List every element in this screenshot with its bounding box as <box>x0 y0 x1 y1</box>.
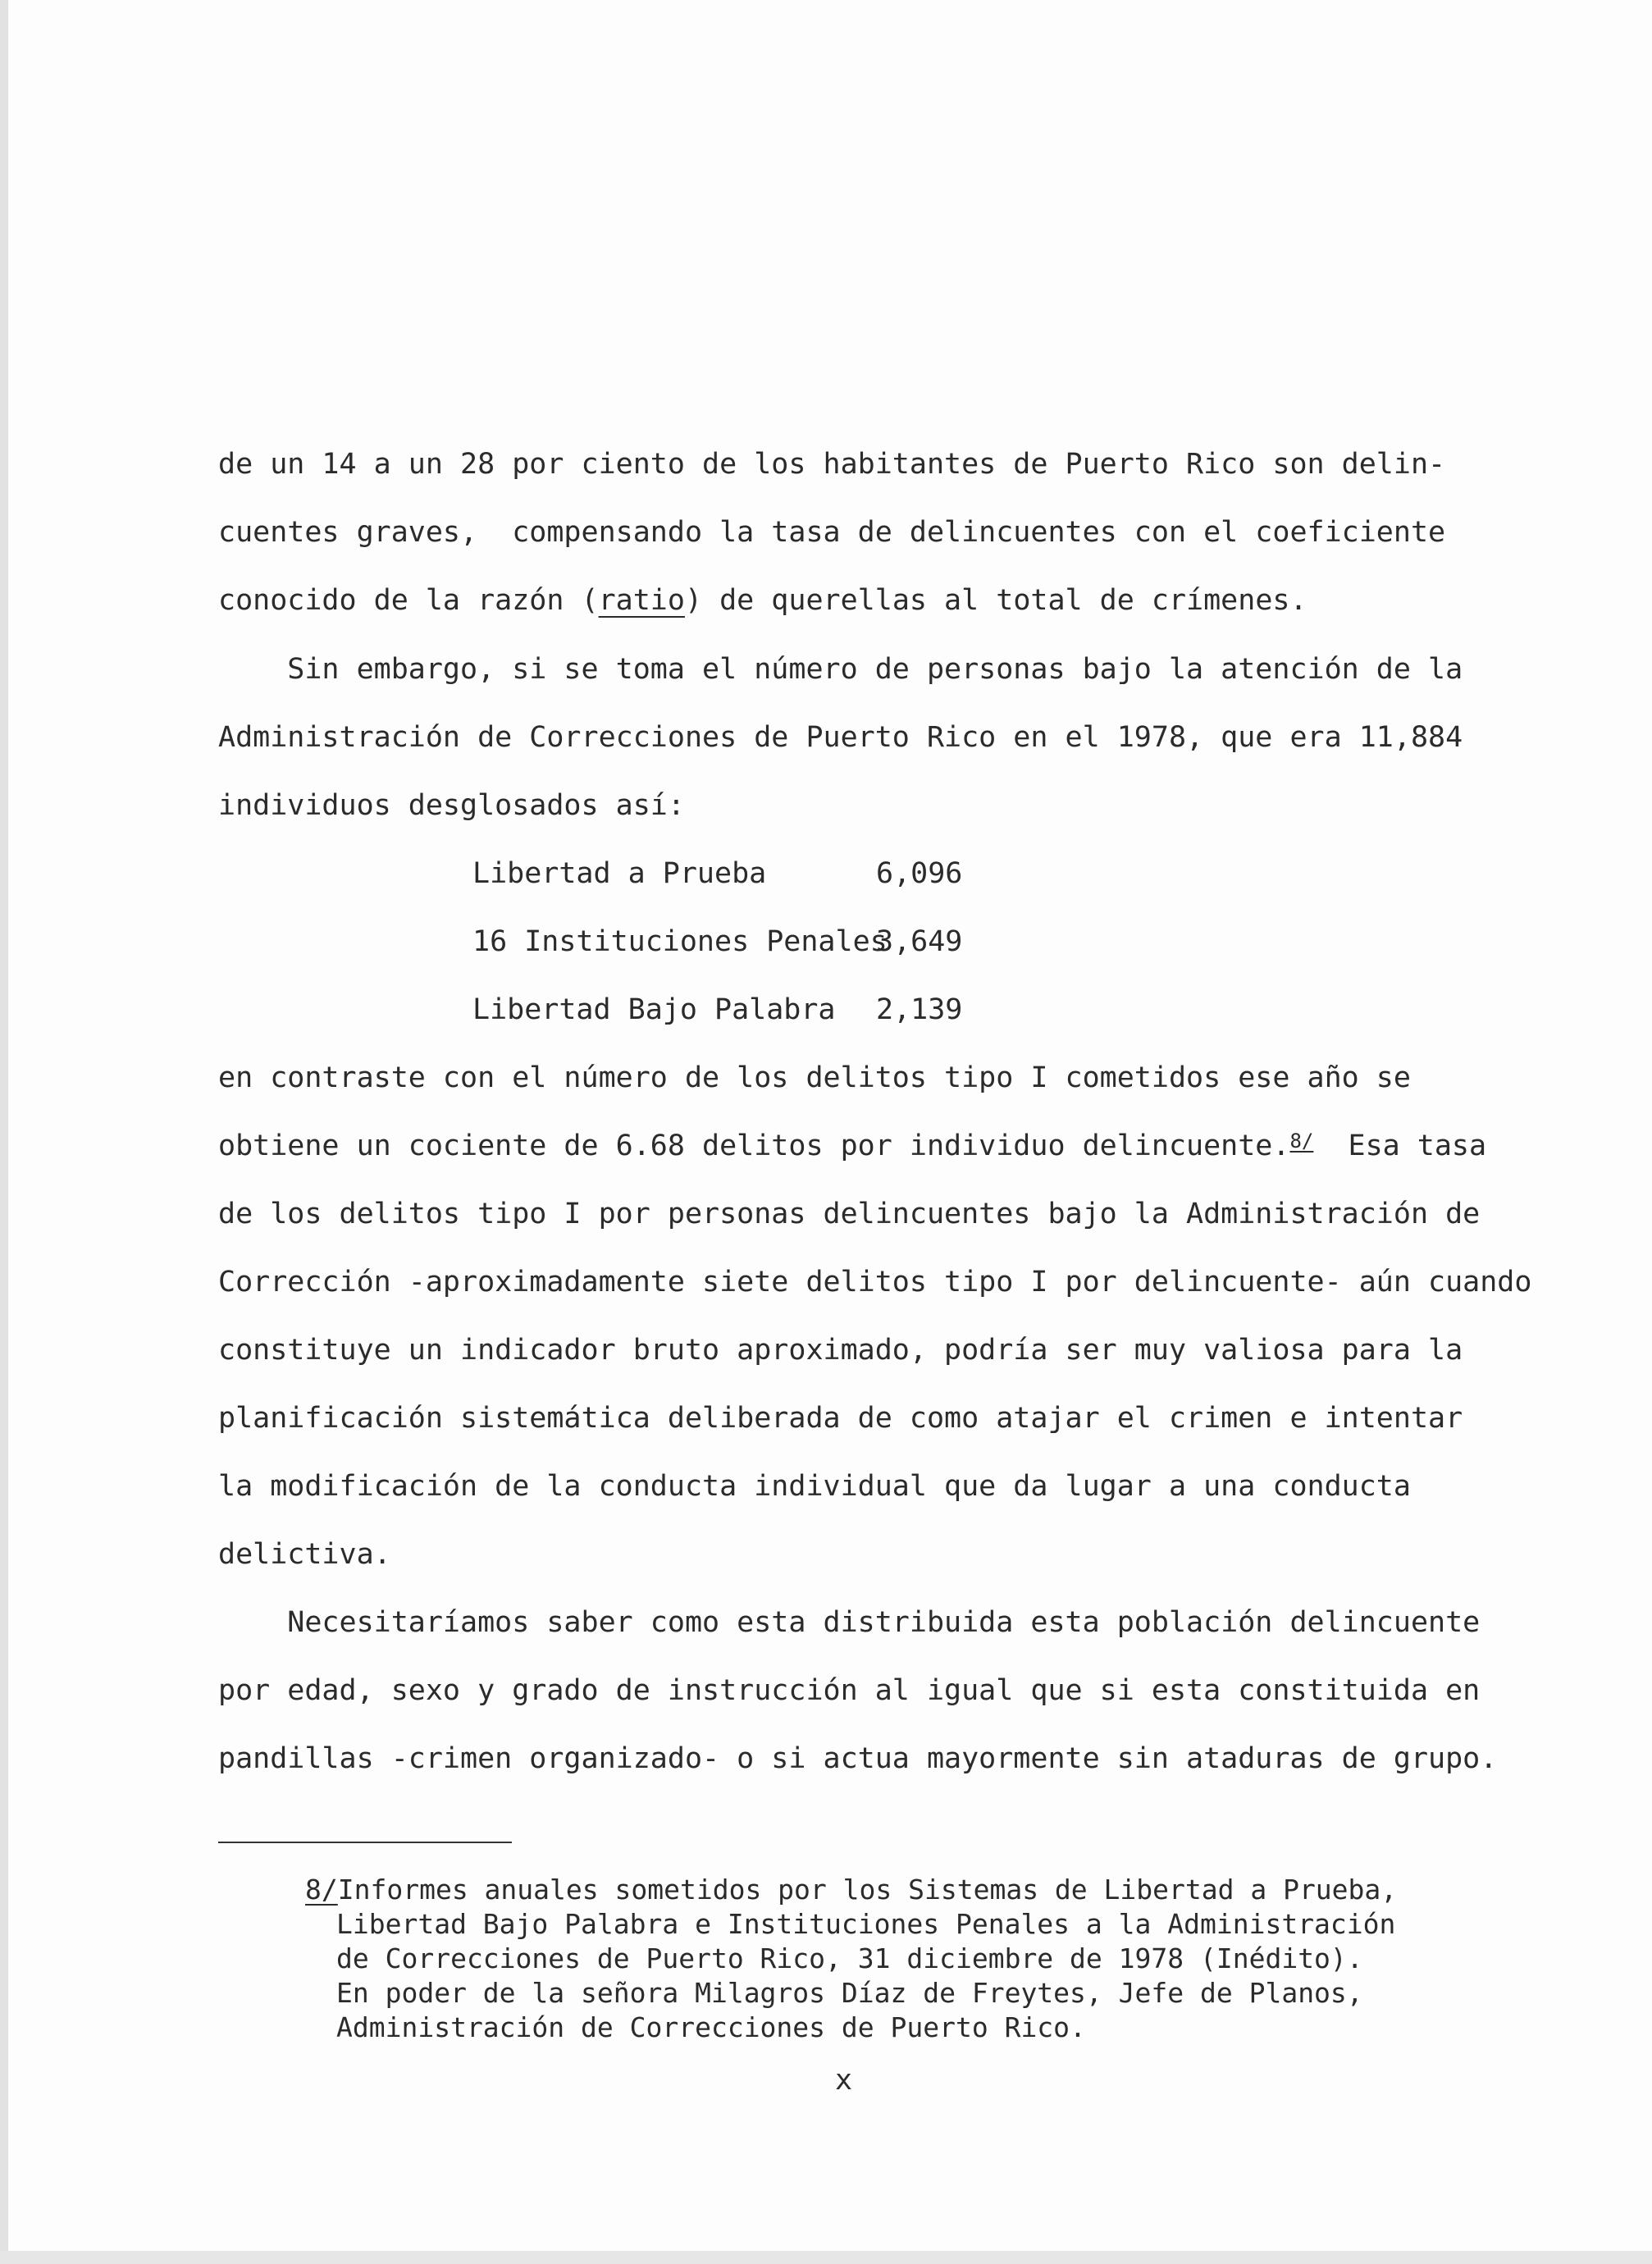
footnote-line-1-text: Informes anuales sometidos por los Sistemas de Libertad a Prueba, <box>337 1874 1398 1906</box>
footnote-reference: 8/ <box>1289 1130 1314 1153</box>
body-line-8-end: Esa tasa <box>1313 1130 1487 1162</box>
body-line-7: en contraste con el número de los delitos tipo I cometidos ese año se <box>218 1061 1411 1094</box>
page-number: x <box>835 2064 853 2097</box>
body-line-13: la modificación de la conducta individual que da lugar a una conducta <box>218 1470 1411 1503</box>
footnote-line-5: Administración de Correcciones de Puerto Rico. <box>336 2011 1086 2043</box>
body-line-8 <box>218 1128 1486 1164</box>
body-line-3-end: ) de querellas al total de crímenes. <box>684 584 1307 617</box>
list-item-value: 3,649 <box>876 925 963 958</box>
list-item-label: 16 Instituciones Penales <box>472 925 888 958</box>
body-line-3 <box>218 582 1307 618</box>
list-item-value: 6,096 <box>876 857 963 890</box>
scan-left-edge <box>0 0 8 2264</box>
body-line-6: individuos desglosados así: <box>218 789 685 822</box>
footnote-line-2: Libertad Bajo Palabra e Instituciones Penales a la Administración <box>336 1908 1396 1940</box>
body-line-10: Corrección -aproximadamente siete delitos tipo I por delincuente- aún cuando <box>218 1266 1532 1299</box>
list-item-value: 2,139 <box>876 993 963 1026</box>
footnote-mark: 8/ <box>305 1874 338 1906</box>
footnote-line-3: de Correcciones de Puerto Rico, 31 diciembre de 1978 (Inédito). <box>336 1942 1363 1974</box>
body-line-14: delictiva. <box>218 1538 391 1571</box>
body-line-4: Sin embargo, si se toma el número de personas bajo la atención de la <box>218 653 1463 686</box>
list-item-label: Libertad a Prueba <box>472 857 767 890</box>
body-line-17: pandillas -crimen organizado- o si actua mayormente sin ataduras de grupo. <box>218 1742 1498 1775</box>
scan-bottom-edge <box>0 2251 1652 2264</box>
body-line-3-start: conocido de la razón ( <box>218 584 599 617</box>
body-line-1: de un 14 a un 28 por ciento de los habitantes de Puerto Rico son delin- <box>218 448 1446 481</box>
body-line-9: de los delitos tipo I por personas delincuentes bajo la Administración de <box>218 1198 1481 1230</box>
body-line-15: Necesitaríamos saber como esta distribuida esta población delincuente <box>218 1606 1481 1639</box>
body-line-5: Administración de Correcciones de Puerto Rico en el 1978, que era 11,884 <box>218 721 1463 754</box>
body-line-16: por edad, sexo y grado de instrucción al igual que si esta constituida en <box>218 1674 1481 1707</box>
body-line-11: constituye un indicador bruto aproximado, podría ser muy valiosa para la <box>218 1334 1463 1367</box>
body-line-8-start: obtiene un cociente de 6.68 delitos por individuo delincuente. <box>218 1130 1290 1162</box>
footnote-rule <box>218 1842 512 1843</box>
body-line-12: planificación sistemática deliberada de como atajar el crimen e intentar <box>218 1402 1463 1435</box>
underlined-term: ratio <box>598 584 685 617</box>
list-item-label: Libertad Bajo Palabra <box>472 993 836 1026</box>
body-line-2: cuentes graves, compensando la tasa de delincuentes con el coeficiente <box>218 516 1446 549</box>
footnote-line-1 <box>305 1874 1397 1906</box>
footnote-line-4: En poder de la señora Milagros Díaz de Freytes, Jefe de Planos, <box>336 1977 1363 2009</box>
